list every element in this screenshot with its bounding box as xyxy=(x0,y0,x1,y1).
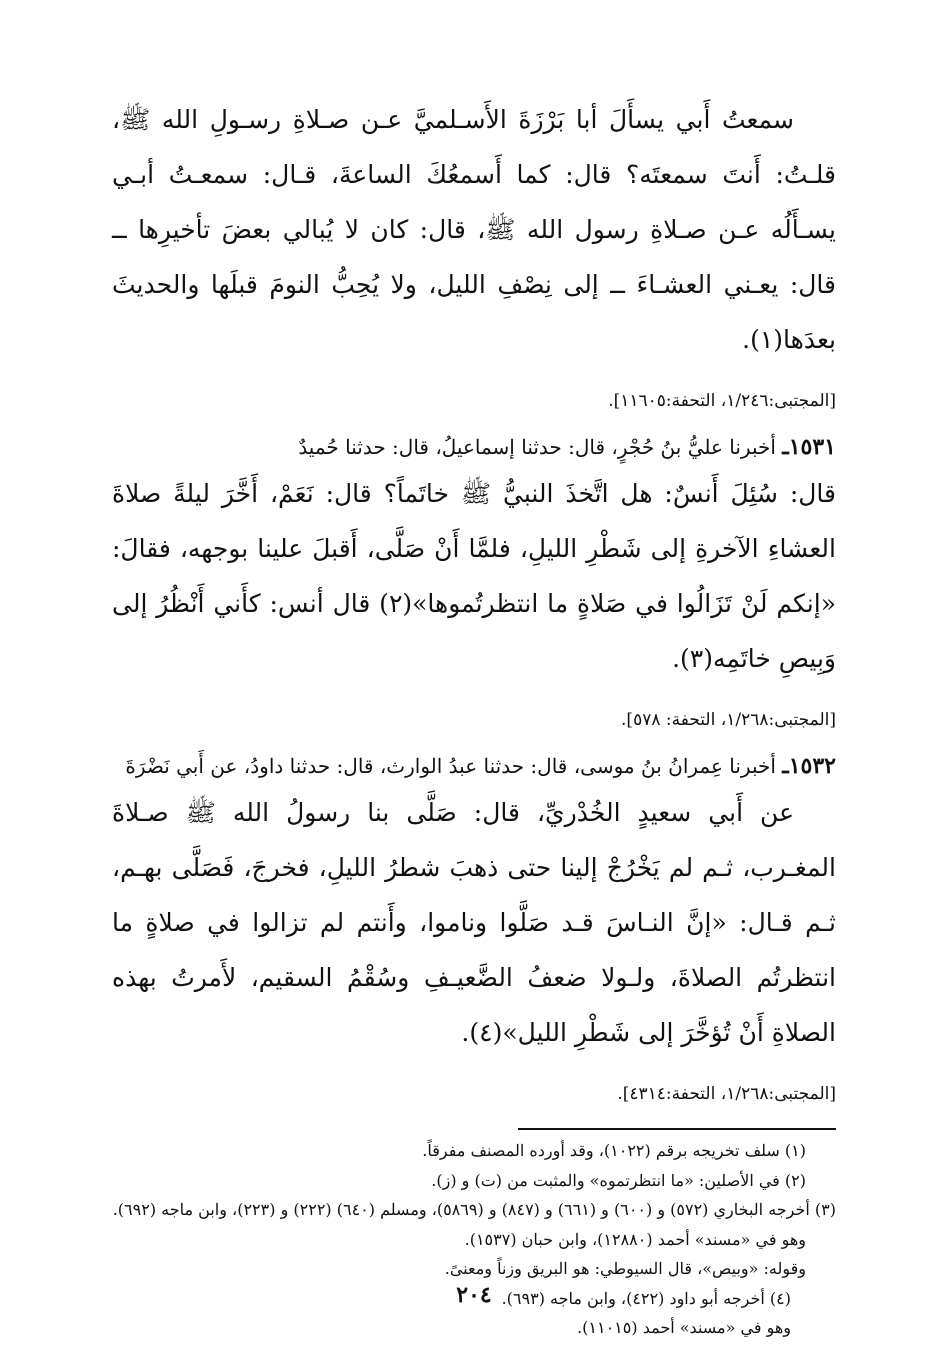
hadith-text-paragraph: قال: سُئِلَ أَنسٌ: هل اتَّخذَ النبيُّ ﷺ خاتَماً؟ قال: نَعَمْ، أَخَّرَ ليلةً صلاةَ العشاءِ الآخرةِ إلى شَطْرِ الليلِ، فلمَّا أَنْ صَلَّى، أَقبلَ علينا بوجهه، فقالَ: «إنكم لَنْ تَزَالُوا في صَلاةٍ ما انتظرتُموها»(٢) قال أنس: كأَني أَنْظُرُ إلى وَبِيصِ خاتَمِه(٣). xyxy=(112,479,836,673)
isnad-text: أخبرنا عِمرانُ بنُ موسى، قال: حدثنا عبدُ الوارث، قال: حدثنا داودُ، عن أَبي نَضْرَةَ xyxy=(125,754,783,778)
hadith-text-paragraph: عن أَبي سعيدٍ الخُدْريِّ، قال: صَلَّى بنا رسولُ الله ﷺ صـلاةَ المغـرب، ثـم لم يَخْرُجْ إلينا حتى ذهبَ شطرُ الليلِ، فخرجَ، فَصَلَّى بهـم، ثـم قـال: «إنَّ النـاسَ قـد صَلَّوا وناموا، وأَنتم لم تزالوا في صلاةٍ ما انتظرتُم الصلاةَ، ولـولا ضعفُ الضَّعيـفِ وسُقْمُ السقيم، لأَمرتُ بهذه الصلاةِ أَنْ تُؤخَّرَ إلى شَطْرِ الليل»(٤). xyxy=(112,798,836,1047)
reference-line: [المجتبى:١/٢٦٨، التحفة:٤٣١٤]. xyxy=(617,1084,836,1104)
page-body xyxy=(112,92,836,1343)
reference-line: [المجتبى:١/٢٤٦، التحفة:١١٦٠٥]. xyxy=(608,391,836,411)
footnote: (٤) أخرجه أبو داود (٤٢٢)، وابن ماجه (٦٩٣). xyxy=(501,1288,791,1308)
isnad-text: أخبرنا عليُّ بنُ حُجْرٍ، قال: حدثنا إسماعيلُ، قال: حدثنا حُميدٌ xyxy=(298,435,783,459)
footnote-continuation: وهو في «مسند» أحمد (١٢٨٨٠)، وابن حبان (١٥٣٧). xyxy=(464,1229,806,1249)
hadith-text-paragraph: سمعتُ أَبي يسأَلَ أبا بَرْزَةَ الأَسـلميَّ عـن صـلاةِ رسـولِ الله ﷺ، قلـتُ: أَنتَ سمعتَه؟ قال: كما أَسمعُكَ الساعةَ، قـال: سمعـتُ أبـي يسـأَلُه عـن صـلاةِ رسول الله ﷺ، قال: كان لا يُبالي بعضَ تأخيرِها ــ قال: يعـني العشـاءَ ــ إلى نِصْفِ الليل، ولا يُحِبُّ النومَ قبلَها والحديثَ بعدَها(١). xyxy=(112,105,836,354)
footnote-continuation: وقوله: «وبيص»، قال السيوطي: هو البريق وزناً ومعنىً. xyxy=(444,1259,806,1278)
hadith-header-1532 xyxy=(112,748,836,785)
footnote: (٢) في الأصلين: «ما انتظرتموه» والمثبت من (ت) و (ز). xyxy=(431,1170,806,1190)
page-number: ٢٠٤ xyxy=(456,1282,492,1308)
footnote-continuation: وهو في «مسند» أحمد (١١٠١٥). xyxy=(577,1318,791,1337)
hadith-number: ١٥٣٢ـ xyxy=(782,753,836,779)
hadith-header-1531 xyxy=(112,429,836,466)
footnote: (١) سلف تخريجه برقم (١٠٢٢)، وقد أورده المصنف مفرقاً. xyxy=(422,1141,806,1160)
footnote: (٣) أخرجه البخاري (٥٧٢) و (٦٠٠) و (٦٦١) و (٨٤٧) و (٥٨٦٩)، ومسلم (٦٤٠) (٢٢٢) و (٢٢٣)، وابن ماجه (٦٩٢). xyxy=(112,1200,836,1219)
reference-line: [المجتبى:١/٢٦٨، التحفة: ٥٧٨]. xyxy=(621,710,836,730)
footnotes xyxy=(112,1136,836,1343)
hadith-number: ١٥٣١ـ xyxy=(782,434,836,460)
footnote-divider xyxy=(518,1128,836,1130)
